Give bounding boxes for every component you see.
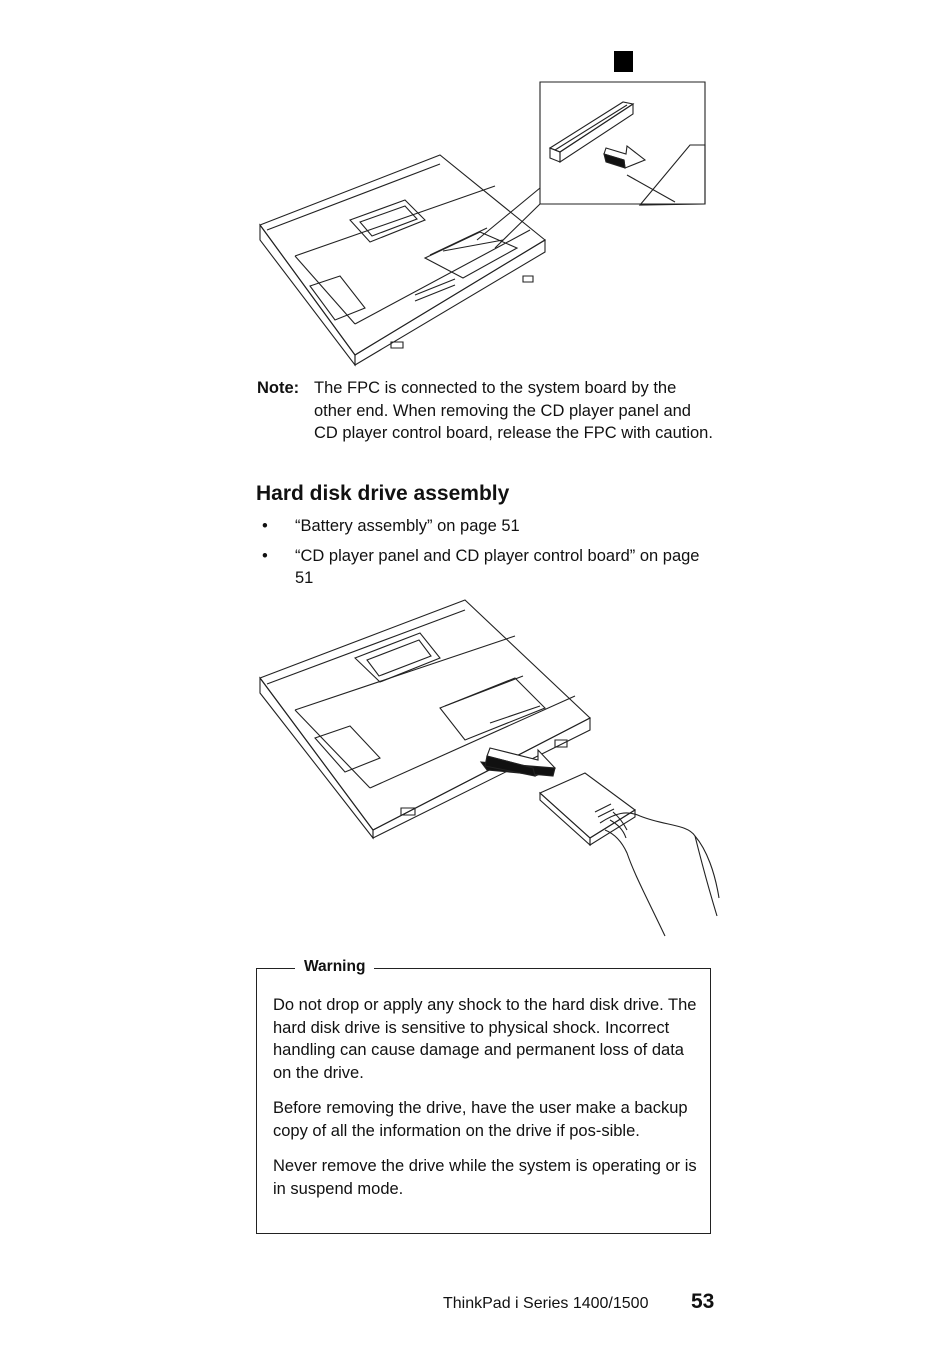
push-arrow-icon (481, 748, 555, 776)
laptop-base (260, 600, 590, 838)
fpc-connector-illustration (255, 80, 710, 365)
warning-paragraph: Before removing the drive, have the user make a backup copy of all the information on the drive if pos-sible. (273, 1099, 688, 1140)
warning-body (273, 994, 698, 1213)
page-number: 53 (691, 1290, 715, 1313)
warning-paragraph: Do not drop or apply any shock to the hard disk drive. The hard disk drive is sensitive to physical shock. Incorrect handling can cause damage and permanent loss of data on the drive. (273, 996, 697, 1082)
prerequisite-item (262, 545, 702, 590)
hand-icon (600, 812, 719, 936)
step-marker (614, 51, 633, 72)
warning-box (256, 958, 711, 1234)
pull-arrow-icon (604, 146, 645, 168)
section-heading: Hard disk drive assembly (256, 482, 510, 505)
prerequisite-link[interactable]: “CD player panel and CD player control board” on page 51 (295, 546, 700, 587)
footer-title: ThinkPad i Series 1400/1500 (443, 1295, 649, 1312)
bullet-icon: • (262, 546, 268, 565)
prerequisite-list (262, 515, 702, 597)
hard-disk-removal-illustration (255, 598, 725, 938)
note-text: The FPC is connected to the system board by the other end. When removing the CD player panel and CD player control board, release the FPC with caution. (314, 379, 713, 442)
prerequisite-item (262, 515, 702, 538)
note-label: Note: (257, 379, 300, 397)
detail-inset-frame (540, 82, 705, 204)
laptop-base (260, 155, 545, 365)
hard-disk-drive (540, 773, 635, 845)
prerequisite-link[interactable]: “Battery assembly” on page 51 (295, 517, 520, 535)
warning-paragraph: Never remove the drive while the system is operating or is in suspend mode. (273, 1157, 697, 1198)
bullet-icon: • (262, 517, 268, 535)
warning-label: Warning (295, 958, 374, 976)
